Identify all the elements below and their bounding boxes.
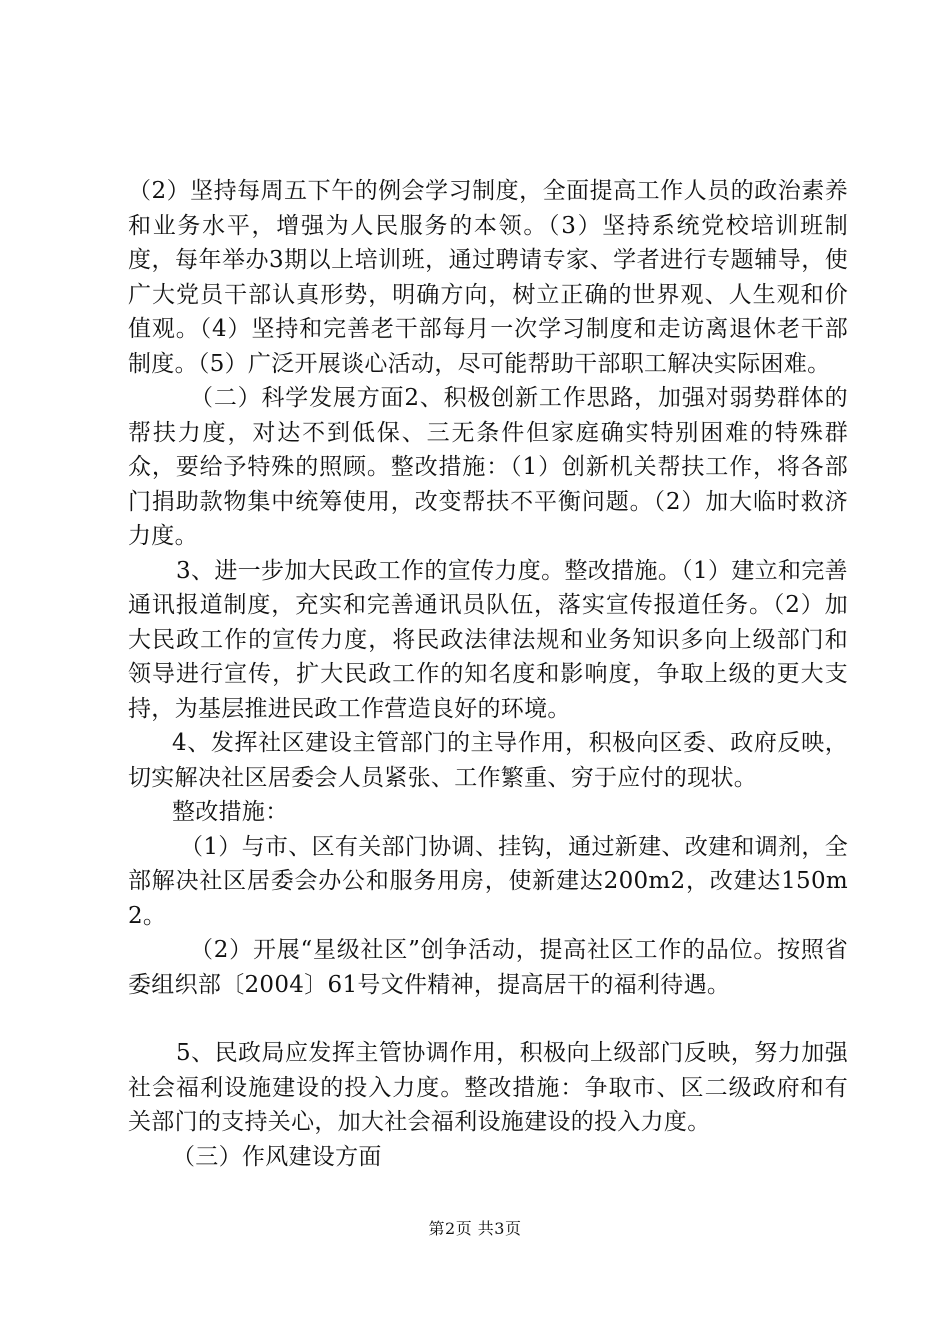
paragraph-measure-1: （1）与市、区有关部门协调、挂钩，通过新建、改建和调剂，全部解决社区居委会办公和服务用房，使新建达200m2，改建达150m2。 <box>128 833 848 929</box>
section-heading-work-style: （三）作风建设方面 <box>172 1143 382 1170</box>
paragraph-study-system: （2）坚持每周五下午的例会学习制度，全面提高工作人员的政治素养和业务水平，增强为人民服务的本领。（3）坚持系统党校培训班制度，每年举办3期以上培训班，通过聘请专家、学者进行专题辅导，使广大党员干部认真形势，明确方向，树立正确的世界观、人生观和价值观。（4）坚持和完善老干部每月一次学习制度和走访离退休老干部制度。（5）广泛开展谈心活动，尽可能帮助干部职工解决实际困难。 <box>128 178 848 377</box>
paragraph-publicity: 3、进一步加大民政工作的宣传力度。整改措施。（1）建立和完善通讯报道制度，充实和完善通讯员队伍，落实宣传报道任务。（2）加大民政工作的宣传力度，将民政法律法规和业务知识多向上级部门和领导进行宣传，扩大民政工作的知名度和影响度，争取上级的更大支持，为基层推进民政工作营造良好的环境。 <box>128 557 848 722</box>
paragraph-community-building: 4、发挥社区建设主管部门的主导作用，积极向区委、政府反映，切实解决社区居委会人员紧张、工作繁重、穷于应付的现状。 <box>128 730 848 791</box>
paragraph-welfare-facilities: 5、民政局应发挥主管协调作用，积极向上级部门反映，努力加强社会福利设施建设的投入力度。整改措施：争取市、区二级政府和有关部门的支持关心，加大社会福利设施建设的投入力度。 <box>128 1040 848 1135</box>
paragraph-scientific-development: （二）科学发展方面2、积极创新工作思路，加强对弱势群体的帮扶力度，对达不到低保、三无条件但家庭确实特别困难的特殊群众，要给予特殊的照顾。整改措施：（1）创新机关帮扶工作，将各部门捐助款物集中统筹使用，改变帮扶不平衡问题。（2）加大临时救济力度。 <box>128 385 848 549</box>
paragraph-measure-2: （2）开展“星级社区”创争活动，提高社区工作的品位。按照省委组织部〔2004〕61号文件精神，提高居干的福利待遇。 <box>128 937 848 998</box>
document-body <box>128 174 848 1174</box>
page-footer: 第2页 共3页 <box>428 1219 522 1238</box>
paragraph-measures-heading: 整改措施： <box>172 799 289 825</box>
